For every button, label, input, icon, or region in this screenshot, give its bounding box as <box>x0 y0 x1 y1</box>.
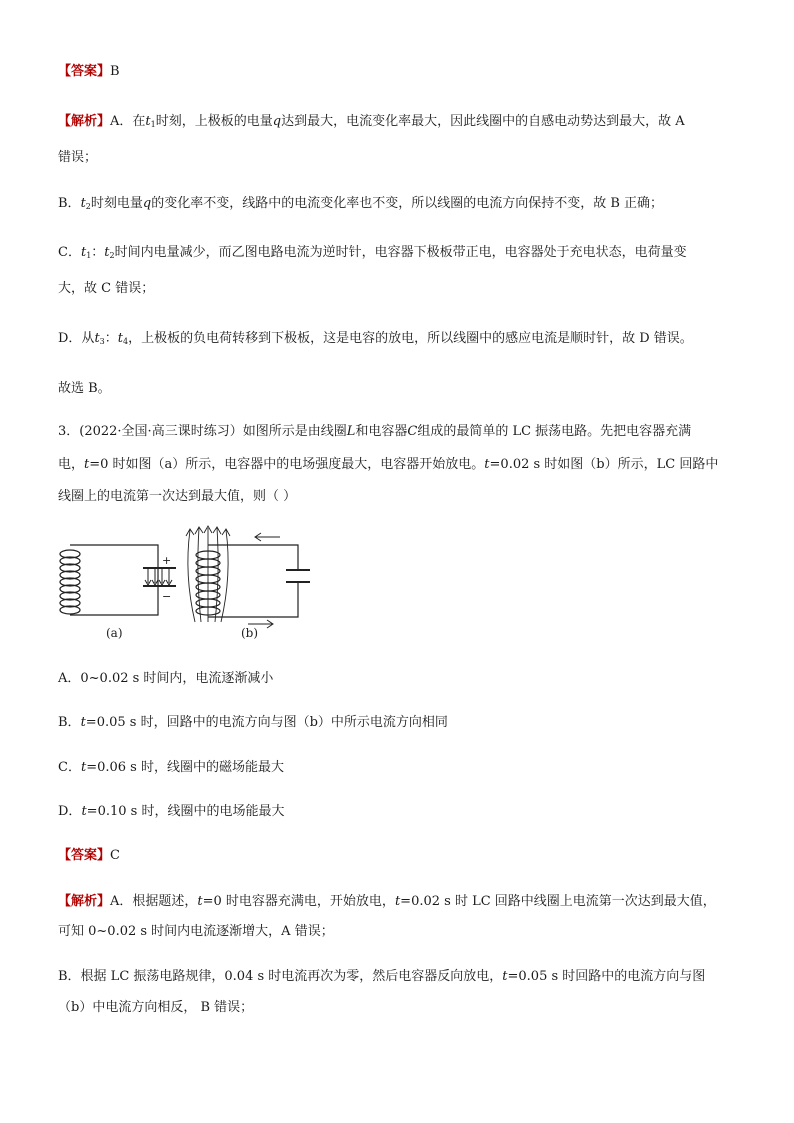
text: =0.05 s 时回路中的电流方向与图 <box>507 969 706 984</box>
text: D． <box>58 804 82 819</box>
text: B．根据 LC 振荡电路规律，0.04 s 时电流再次为零，然后电容器反向放电， <box>58 969 503 984</box>
var-t: t <box>81 804 87 819</box>
option-c <box>58 759 284 777</box>
analysis3-line-a2 <box>58 923 334 941</box>
analysis3-line-b2 <box>58 999 253 1017</box>
text: 的变化率不变，线路中的电流变化率也不变，所以线圈的电流方向保持不变，故 B 正确； <box>151 196 664 211</box>
text: A．根据题述， <box>110 894 198 909</box>
text: （b）中电流方向相反， B 错误； <box>58 1000 254 1015</box>
var-t: t <box>80 196 86 211</box>
figure-a-label: (a) <box>106 626 123 640</box>
text: 可知 0~0.02 s 时间内电流逐渐增大，A 错误； <box>58 924 334 939</box>
question3-line2 <box>58 456 718 474</box>
text: B． <box>58 715 81 730</box>
var-t: t <box>94 331 100 346</box>
option-d <box>58 803 284 821</box>
minus-sign: − <box>162 590 172 603</box>
text: ，上极板的负电荷转移到下极板，这是电容的放电，所以线圈中的感应电流是顺时针，故 D 错误。 <box>128 331 693 346</box>
answer-value: C <box>110 848 120 863</box>
text: 时刻电量 <box>90 196 143 211</box>
answer-line-1 <box>58 63 120 81</box>
text: ： <box>104 331 118 346</box>
var-q: q <box>272 114 282 129</box>
text: =0.02 s 时如图（b）所示，LC 回路中 <box>489 457 719 472</box>
answer-line-3 <box>58 847 120 865</box>
var-t: t <box>394 894 401 909</box>
text: 和电容器 <box>355 424 408 439</box>
answer-tag: 【答案】 <box>58 64 111 79</box>
text: ： <box>91 245 105 260</box>
analysis-line-c2 <box>58 280 154 298</box>
analysis-tag: 【解析】 <box>58 894 111 909</box>
analysis-line-b <box>58 195 663 216</box>
var-t: t <box>145 114 151 129</box>
var-t: t <box>117 331 124 346</box>
answer-value: B <box>110 64 120 79</box>
var-t: t <box>484 457 490 472</box>
figure-b-label: (b) <box>241 626 259 640</box>
wire-a <box>70 545 158 615</box>
var-t: t <box>80 245 87 260</box>
text: C． <box>58 245 81 260</box>
text: 线圈上的电流第一次达到最大值，则（ ） <box>58 489 297 504</box>
option-a <box>58 670 273 688</box>
answer-tag: 【答案】 <box>58 848 111 863</box>
current-direction-arrows-icon <box>248 533 280 628</box>
var-t: t <box>80 715 86 730</box>
var-sub: 4 <box>123 337 129 346</box>
figure-b-circuit <box>186 526 310 628</box>
text: C． <box>58 760 81 775</box>
var-sub: 1 <box>150 120 156 129</box>
analysis-tag: 【解析】 <box>58 114 111 129</box>
analysis3-line-a1 <box>58 893 716 911</box>
wire-b-bottom <box>208 582 298 617</box>
var-t: t <box>80 760 87 775</box>
analysis-line-a2 <box>58 149 97 167</box>
var-sub: 1 <box>86 251 92 260</box>
text: =0 时如图（a）所示，电容器中的电场强度最大，电容器开始放电。 <box>89 457 485 472</box>
text: 故选 B。 <box>58 381 111 396</box>
text: A．在 <box>110 114 146 129</box>
var-L: L <box>346 424 356 439</box>
text: =0.06 s 时，线圈中的磁场能最大 <box>86 760 284 775</box>
var-t: t <box>104 245 110 260</box>
question3-line1 <box>58 423 691 441</box>
analysis-line-a1 <box>58 113 685 134</box>
figure-a-circuit <box>60 545 176 615</box>
text: =0.02 s 时 LC 回路中线圈上电流第一次达到最大值， <box>400 894 716 909</box>
text: B． <box>58 196 81 211</box>
text: =0 时电容器充满电，开始放电， <box>202 894 395 909</box>
plus-sign: + <box>162 554 172 567</box>
var-q: q <box>142 196 152 211</box>
text: 大，故 C 错误； <box>58 281 155 296</box>
option-b <box>58 714 448 732</box>
text: =0.05 s 时，回路中的电流方向与图（b）中所示电流方向相同 <box>85 715 448 730</box>
analysis3-line-b1 <box>58 968 705 986</box>
text: 时刻，上极板的电量 <box>155 114 273 129</box>
var-sub: 2 <box>109 251 115 260</box>
analysis-line-c1 <box>58 244 687 265</box>
magnetic-field-lines-icon <box>186 526 230 622</box>
text: 组成的最简单的 LC 振荡电路。先把电容器充满 <box>417 424 692 439</box>
text: 电， <box>58 457 85 472</box>
lc-circuit-figure <box>58 520 328 645</box>
text: 3．(2022·全国·高三课时练习）如图所示是由线圈 <box>58 424 347 439</box>
var-sub: 2 <box>85 202 91 211</box>
text: D．从 <box>58 331 95 346</box>
text: 达到最大，电流变化率最大，因此线圈中的自感电动势达到最大，故 A <box>281 114 685 129</box>
var-t: t <box>84 457 90 472</box>
var-t: t <box>502 969 508 984</box>
question3-line3 <box>58 488 296 506</box>
text: 错误； <box>58 150 98 165</box>
var-t: t <box>197 894 203 909</box>
var-C: C <box>407 424 418 439</box>
coil-a-icon <box>60 550 80 614</box>
analysis-conclusion <box>58 380 111 398</box>
wire-b-top <box>208 545 298 570</box>
text: 时间内电量减少，而乙图电路电流为逆时针，电容器下极板带正电，电容器处于充电状态，电荷量变 <box>114 245 687 260</box>
text: =0.10 s 时，线圈中的电场能最大 <box>86 804 285 819</box>
var-sub: 3 <box>99 337 105 346</box>
analysis-line-d <box>58 330 693 351</box>
text: A．0~0.02 s 时间内，电流逐渐减小 <box>58 671 274 686</box>
